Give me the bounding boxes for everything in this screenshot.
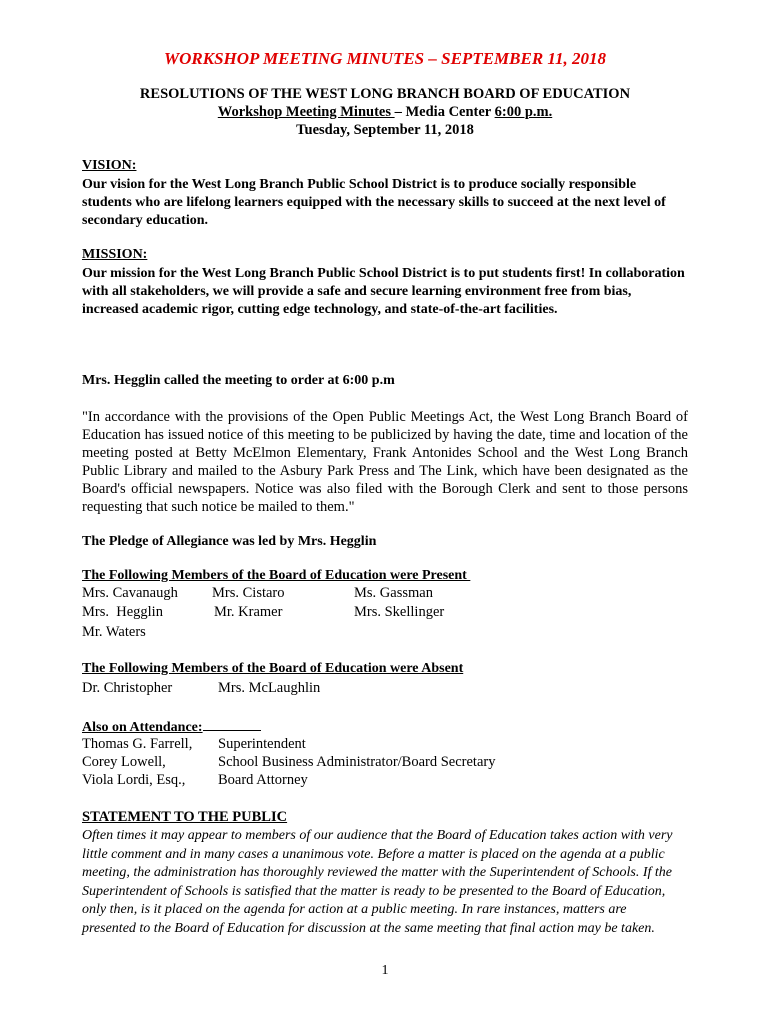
call-to-order: Mrs. Hegglin called the meeting to order at 6:00 p.m bbox=[82, 373, 395, 388]
attendance-heading-text: Also on Attendance: bbox=[82, 720, 203, 735]
statement-heading: STATEMENT TO THE PUBLIC bbox=[82, 809, 288, 825]
present-member: Mrs. Hegglin bbox=[82, 604, 163, 620]
pledge-line: The Pledge of Allegiance was led by Mrs. Hegglin bbox=[82, 534, 377, 549]
meeting-date: Tuesday, September 11, 2018 bbox=[296, 122, 474, 138]
attendance-role: School Business Administrator/Board Secretary bbox=[218, 754, 496, 770]
attendance-name: Corey Lowell, bbox=[82, 754, 166, 770]
mission-heading: MISSION: bbox=[82, 247, 148, 262]
attendance-name: Viola Lordi, Esq., bbox=[82, 772, 186, 788]
vision-heading: VISION: bbox=[82, 158, 137, 173]
absent-heading: The Following Members of the Board of Education were Absent bbox=[82, 661, 464, 676]
absent-member: Dr. Christopher bbox=[82, 680, 173, 696]
document-title: WORKSHOP MEETING MINUTES – SEPTEMBER 11, 2018 bbox=[164, 49, 606, 68]
open-meetings-notice: "In accordance with the provisions of the Open Public Meetings Act, the West Long Branch Board of Education has issued notice of this meeting to be publicized by having the date, time and location of the meeting posted at Betty McElmon Elementary, Frank Antonides School and the West Long Branch Public Library and mailed to the Asbury Park Press and The Link, which have been designated as the Board's official newspapers. Notice was also filed with the Borough Clerk and sent to those persons requesting that such notice be mailed to them." bbox=[82, 409, 688, 515]
present-member: Mrs. Cistaro bbox=[212, 585, 285, 601]
present-member: Mrs. Skellinger bbox=[354, 604, 445, 620]
attendance-underline bbox=[203, 717, 261, 731]
statement-text: Often times it may appear to members of our audience that the Board of Education takes action with very little comment and in many cases a unanimous vote. Before a matter is placed on the agenda at a public meeting, the administration has thoroughly reviewed the matter with the Superintendent of Schools. If the Superintendent of Schools is satisfied that the matter is ready to be presented to the Board of Education, only then, is it placed on the agenda for action at a public meeting. In rare instances, matters are presented to the Board of Education for discussion at the same meeting that final action may be taken. bbox=[82, 828, 673, 936]
vision-text: Our vision for the West Long Branch Public School District is to produce socially responsible students who are lifelong learners equipped with the necessary skills to succeed at the next level of secondary education. bbox=[82, 177, 666, 228]
present-member: Mr. Kramer bbox=[214, 604, 283, 620]
attendance-role: Board Attorney bbox=[218, 772, 308, 788]
attendance-role: Superintendent bbox=[218, 736, 306, 752]
page-number: 1 bbox=[381, 963, 389, 978]
meeting-time: 6:00 p.m. bbox=[494, 104, 553, 120]
present-member: Mr. Waters bbox=[82, 624, 146, 640]
present-heading: The Following Members of the Board of Education were Present bbox=[82, 568, 471, 583]
workshop-label: Workshop Meeting Minutes bbox=[217, 104, 395, 120]
present-member: Ms. Gassman bbox=[354, 585, 433, 601]
present-member: Mrs. Cavanaugh bbox=[82, 585, 178, 601]
attendance-name: Thomas G. Farrell, bbox=[82, 736, 193, 752]
location-text: – Media Center bbox=[394, 104, 495, 120]
mission-text: Our mission for the West Long Branch Public School District is to put students first! In collaboration with all stakeholders, we will provide a safe and secure learning environment free from bias, increased academic rigor, cutting edge technology, and state-of-the-art facilities. bbox=[82, 266, 685, 317]
attendance-heading bbox=[82, 717, 261, 736]
resolutions-heading: RESOLUTIONS OF THE WEST LONG BRANCH BOARD OF EDUCATION bbox=[139, 86, 631, 102]
absent-member: Mrs. McLaughlin bbox=[218, 680, 321, 696]
meeting-info-line bbox=[0, 104, 770, 121]
